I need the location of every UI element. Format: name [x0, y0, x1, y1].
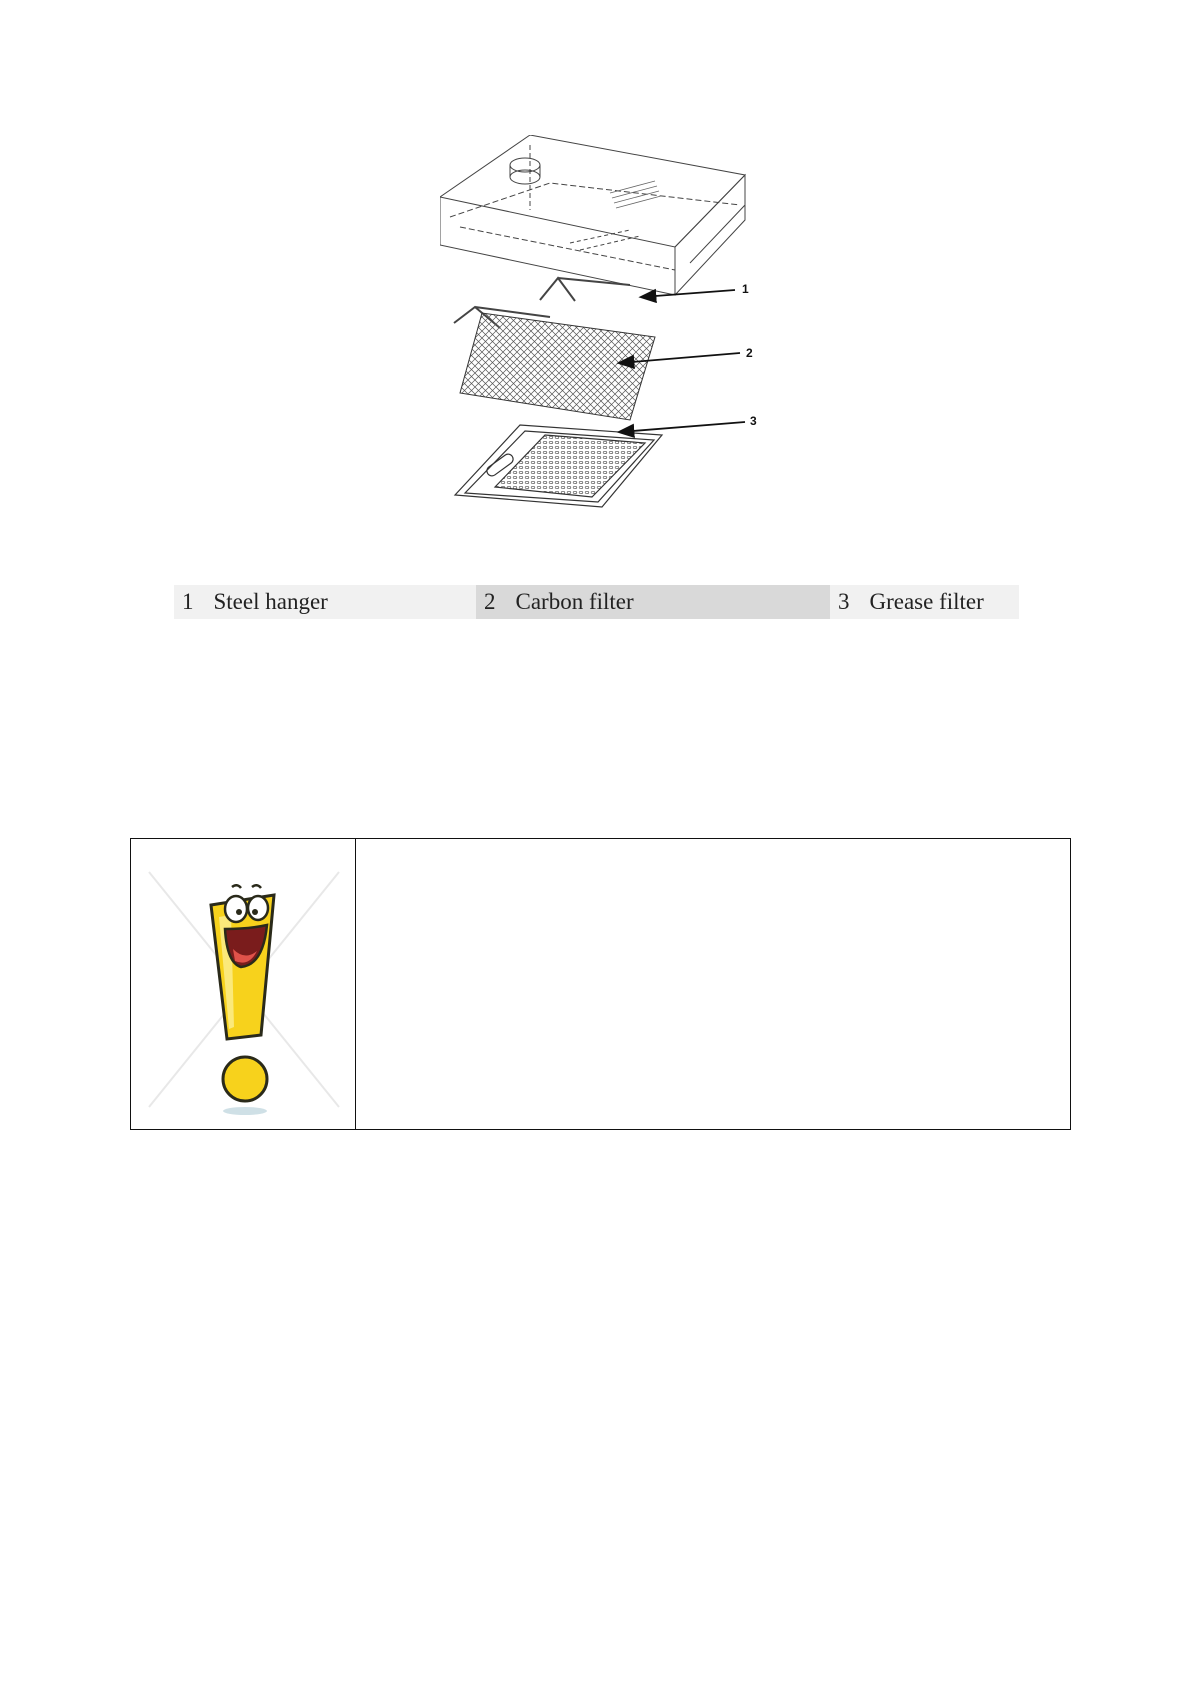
- legend-item: [174, 585, 476, 619]
- grease-filter: [455, 425, 662, 507]
- legend-label: Grease filter: [869, 589, 984, 614]
- parts-legend: [174, 585, 1019, 619]
- callout-label: 2: [746, 346, 753, 360]
- legend-number: 2: [484, 589, 496, 614]
- notice-text: [356, 839, 1070, 1129]
- notice-box: [130, 838, 1071, 1130]
- legend-label: Carbon filter: [515, 589, 634, 614]
- legend-number: 1: [182, 589, 194, 614]
- callout-label: 1: [742, 282, 749, 296]
- carbon-filter: [460, 313, 655, 420]
- legend-item: [830, 585, 1019, 619]
- hood-body: [440, 135, 745, 295]
- callout-arrows: [620, 290, 745, 432]
- range-hood-exploded-diagram: [440, 135, 820, 555]
- legend-item: [476, 585, 830, 619]
- legend-number: 3: [838, 589, 850, 614]
- callout-label: 3: [750, 414, 757, 428]
- exclamation-mascot-icon: [139, 857, 349, 1119]
- notice-icon-cell: [131, 839, 356, 1129]
- legend-label: Steel hanger: [213, 589, 328, 614]
